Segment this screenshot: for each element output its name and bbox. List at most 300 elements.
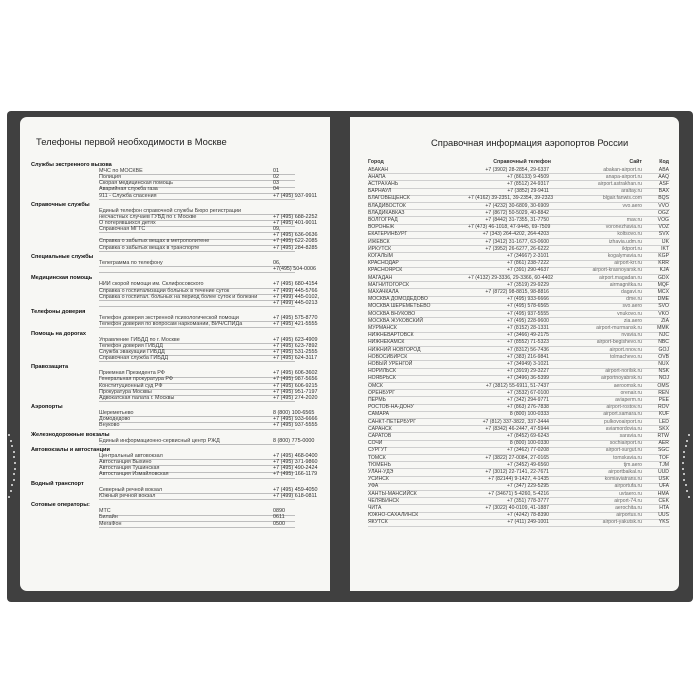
binding-hole xyxy=(683,456,685,458)
entry-number: 03 xyxy=(273,180,279,187)
binding-hole xyxy=(10,490,12,492)
airport-row xyxy=(350,447,679,453)
entry-number: 06, xyxy=(273,259,281,266)
entry-number: +7 (499) 445-5766 xyxy=(273,287,318,294)
airport-phone: 8 (800) 100-0330 xyxy=(509,440,549,447)
column-header-phone: Справочный телефон xyxy=(493,159,551,165)
airport-row xyxy=(350,411,679,417)
airport-city: МОСКВА ДОМОДЕДОВО xyxy=(368,296,428,303)
airport-city: КРАСНОДАР xyxy=(368,260,399,267)
airport-phone: +7 (86133) 9-4509 xyxy=(506,173,549,180)
airport-city: СОЧИ xyxy=(368,440,383,447)
airport-code: AER xyxy=(658,440,669,447)
binding-hole xyxy=(683,473,685,475)
entry-number: +7 (499) 618-0811 xyxy=(273,492,318,499)
airport-city: ЧИТА xyxy=(368,504,382,511)
airport-city: КРАСНОЯРСК xyxy=(368,267,403,274)
airport-site: airport-murmansk.ru xyxy=(596,324,642,331)
airport-code: VVO xyxy=(658,202,669,209)
binding-hole xyxy=(682,468,684,470)
entry-number: 02 xyxy=(273,174,279,181)
airport-code: MQF xyxy=(657,281,669,288)
airport-code: BAX xyxy=(658,188,669,195)
row-divider xyxy=(99,478,295,479)
airport-phone: +7 (3022) 40-0109, 41-1887 xyxy=(485,504,549,511)
entry-number: +7 (495) 284-8285 xyxy=(273,244,318,251)
entry-label: Справка о забытых вещах в транспорте xyxy=(99,244,200,251)
airport-site: airport-norilsk.ru xyxy=(605,368,642,375)
binding-hole xyxy=(682,462,684,464)
entry-label: Шереметьево xyxy=(99,410,134,417)
airport-city: ЯКУТСК xyxy=(368,519,388,526)
entry-number: +7 (495) 531-2555 xyxy=(273,348,318,355)
airport-site: airport-krr.ru xyxy=(614,260,642,267)
airport-phone: +7 (3822) 27-0084, 27-0165 xyxy=(485,454,549,461)
airport-city: САРАНСК xyxy=(368,425,392,432)
entry-label: Справка о госпитализации больных в течение суток xyxy=(99,287,230,294)
airport-code: GDX xyxy=(657,274,669,281)
binding-hole xyxy=(8,434,10,436)
airport-site: koltsovo.ru xyxy=(617,231,642,238)
entry-label: Адвокатская палата г. Москвы xyxy=(99,394,175,401)
airport-row xyxy=(350,339,679,345)
row-divider xyxy=(99,327,295,328)
airport-phone: +7 (8312) 56-7436 xyxy=(506,346,549,353)
entry-number: +7 (495) 688-2252 xyxy=(273,214,318,220)
airport-site: tomskavia.ru xyxy=(613,454,642,461)
row-divider xyxy=(99,272,295,273)
entry-number: +7 (495) 606-3602 xyxy=(273,370,318,377)
row-divider xyxy=(99,199,295,200)
airport-city: ПЕРМЬ xyxy=(368,396,386,403)
entry-label: МЧС по МОСКВЕ xyxy=(99,168,143,175)
airport-row xyxy=(350,383,679,389)
airport-row xyxy=(350,195,679,201)
airport-code: REN xyxy=(658,389,669,396)
airport-code: NJC xyxy=(659,332,669,339)
binding-hole xyxy=(13,456,15,458)
airport-row xyxy=(350,282,679,288)
airport-phone: +7 (473) 46-1018, 47-9445, 69-7509 xyxy=(468,224,551,231)
airport-city: НОВОСИБИРСК xyxy=(368,353,408,360)
airport-code: SVO xyxy=(658,303,669,310)
airport-row xyxy=(350,260,679,266)
entry-label: Конституционный суд РФ xyxy=(99,382,163,389)
airport-code: GOJ xyxy=(658,346,669,353)
airport-code: AAQ xyxy=(658,173,669,180)
entry-label: Служба эвакуации ГИБДД xyxy=(99,348,165,355)
entry-label: Аварийная служба газа xyxy=(99,186,158,193)
row-divider xyxy=(99,444,295,445)
entry-number: +7 (495) 937-9911 xyxy=(273,192,318,199)
row-divider xyxy=(99,361,295,362)
entry-number: +7 (495) 459-4050 xyxy=(273,486,318,493)
airport-code: TJM xyxy=(659,461,669,468)
airport-city: ЧЕЛЯБИНСК xyxy=(368,497,400,504)
airport-site: zia.aero xyxy=(623,317,642,324)
airport-site: mav.ru xyxy=(626,216,642,223)
entry-number: +7(495) 504-0006 xyxy=(273,266,317,272)
entry-number: +7 (495) 274-2020 xyxy=(273,394,318,401)
airport-code: VKO xyxy=(658,310,669,317)
entry-label: несчастных случаев ГУВД по г. Москве xyxy=(99,214,197,220)
entry-label: Внуково xyxy=(99,422,120,429)
entry-number: +7 (499) 445-0213 xyxy=(273,299,318,306)
airport-row xyxy=(350,174,679,180)
entry-label: Телефон доверия ГИБДД xyxy=(99,342,163,349)
airport-site: airport-74.ru xyxy=(614,497,642,504)
book-spine xyxy=(330,111,350,602)
row-divider xyxy=(99,429,295,430)
airport-row xyxy=(350,325,679,331)
airport-city: ОМСК xyxy=(368,382,383,389)
airport-row xyxy=(350,167,679,173)
airport-city: НОВЫЙ УРЕНГОЙ xyxy=(368,360,413,367)
airport-code: KRR xyxy=(658,260,669,267)
airport-city: ХАНТЫ-МАНСИЙСК xyxy=(368,490,417,497)
airport-city: НИЖНЕВАРТОВСК xyxy=(368,332,414,339)
airport-phone: +7 (4132) 29-3336, 29-3366, 60-4402 xyxy=(468,274,554,281)
airport-row xyxy=(350,476,679,482)
airport-row xyxy=(350,491,679,497)
binding-hole xyxy=(13,473,15,475)
binding-hole xyxy=(683,479,685,481)
airport-row xyxy=(350,440,679,446)
airport-city: ИРКУТСК xyxy=(368,245,392,252)
airport-row xyxy=(350,347,679,353)
binding-hole xyxy=(683,451,685,453)
airport-site: tjm.aero xyxy=(623,461,642,468)
airport-phone: +7 (8672) 50-5029, 40-8842 xyxy=(485,209,549,216)
airport-code: KUF xyxy=(658,411,669,418)
airport-city: ЮЖНО-САХАЛИНСК xyxy=(368,512,419,519)
airport-phone: +7 (3012) 22-7141, 22-7671 xyxy=(485,468,549,475)
airport-phone: +7 (863) 276-7838 xyxy=(506,404,549,411)
entry-label: Справка о забытых вещах в метрополитене xyxy=(99,238,210,245)
column-header-city: Город xyxy=(368,159,384,165)
section-heading-label: Помощь на дорогах xyxy=(31,330,86,337)
airport-phone: +7 (3462) 77-0208 xyxy=(506,447,549,454)
airport-code: NSK xyxy=(658,368,669,375)
airport-city: НОЯБРЬСК xyxy=(368,375,396,382)
airport-city: ТОМСК xyxy=(368,454,386,461)
airport-site: airport-surgut.ru xyxy=(605,447,642,454)
airport-site: airport-rostov.ru xyxy=(606,404,642,411)
airport-site: saravia.ru xyxy=(619,432,642,439)
airport-code: SGC xyxy=(657,447,669,454)
airport-site: airport.nnov.ru xyxy=(609,346,642,353)
entry-label: Телефон доверия экстренной психологической помощи xyxy=(99,315,239,322)
airport-phone: +7 (343) 264-4202, 264-4203 xyxy=(482,231,549,238)
airport-site: aviaperm.ru xyxy=(615,396,642,403)
airport-row xyxy=(350,311,679,317)
airport-site: izhavia.udm.ru xyxy=(608,238,642,245)
airport-row xyxy=(350,397,679,403)
section-heading-label: Телефоны доверия xyxy=(31,309,86,315)
airport-city: ВОРОНЕЖ xyxy=(368,224,395,231)
entry-label: Автостанция Тушинская xyxy=(99,465,160,472)
airport-city: МОСКВА ШЕРЕМЕТЬЕВО xyxy=(368,303,431,310)
airport-code: ZIA xyxy=(661,317,669,324)
entry-number: +7 (495) 401-9011 xyxy=(273,220,318,227)
airport-site: dme.ru xyxy=(626,296,642,303)
airport-row xyxy=(350,289,679,295)
airport-city: САМАРА xyxy=(368,411,390,418)
airport-site: iktport.ru xyxy=(622,245,642,252)
airport-row xyxy=(350,181,679,187)
binding-hole xyxy=(13,451,15,453)
row-divider xyxy=(99,251,295,252)
entry-label: Генеральная прокуратура РФ xyxy=(99,376,174,383)
airport-city: ИЖЕВСК xyxy=(368,238,390,245)
airport-city: РОСТОВ-НА-ДОНУ xyxy=(368,404,414,411)
airport-code: BQS xyxy=(658,195,669,202)
entry-label: Южный речной вокзал xyxy=(99,492,156,499)
airport-city: АСТРАХАНЬ xyxy=(368,180,399,187)
airport-phone: +7 (34667) 2-3101 xyxy=(506,252,549,259)
airport-site: airport-begishevo.ru xyxy=(596,339,642,346)
entry-number: +7 (495) 937-5555 xyxy=(273,422,318,429)
airport-phone: +7 (812) 337-3822, 337-3444 xyxy=(482,418,549,425)
airport-code: NBC xyxy=(658,339,669,346)
airport-site: voronezhavia.ru xyxy=(605,224,642,231)
airport-site: dagavi.ru xyxy=(621,288,642,295)
airport-code: MMK xyxy=(657,324,669,331)
airport-site: blgair.fanwis.com xyxy=(602,195,642,202)
entry-number: +7 (495) 680-4154 xyxy=(273,281,318,288)
section-heading-label: Специальные службы xyxy=(31,253,94,260)
airport-phone: +7 (4232) 30-6809, 30-6909 xyxy=(485,202,549,209)
airport-code: KGP xyxy=(658,252,669,259)
section-heading-label: Железнодорожные вокзалы xyxy=(31,431,110,438)
airport-row xyxy=(350,469,679,475)
airport-city: МАГНИТОГОРСК xyxy=(368,281,410,288)
airport-city: АБАКАН xyxy=(368,166,389,173)
entry-number: 0890 xyxy=(273,508,285,515)
airport-city: МАХАЧКАЛА xyxy=(368,288,399,295)
airport-site: airport.samara.ru xyxy=(603,411,642,418)
airport-phone: +7 (3412) 31-1677, 63-0600 xyxy=(485,238,549,245)
airport-row xyxy=(350,217,679,223)
page-title: Справочная информация аэропортов России xyxy=(431,137,629,148)
section-heading-label: Справочные службы xyxy=(31,201,90,208)
airport-phone: +7 (8342) 46-2447, 47-5944 xyxy=(485,425,549,432)
airport-code: SKX xyxy=(658,425,669,432)
airport-row xyxy=(350,239,679,245)
entry-number: +7 (495) 606-9215 xyxy=(273,382,318,389)
row-divider xyxy=(99,401,295,402)
airport-phone: +7 (3452) 49-6560 xyxy=(506,461,549,468)
entry-label: Домодедово xyxy=(99,416,131,423)
airport-row xyxy=(350,390,679,396)
airport-phone: +7 (495) 933-6666 xyxy=(506,296,549,303)
binding-hole xyxy=(688,434,690,436)
entry-number: 0500 xyxy=(273,520,285,527)
entry-number: +7 (495) 987-5656 xyxy=(273,376,318,383)
entry-label: Справочная МГТС xyxy=(99,226,146,233)
airport-code: ASF xyxy=(659,180,669,187)
airport-site: araltay.ru xyxy=(621,188,642,195)
entry-label: Единый телефон справочной службы Бюро регистрации xyxy=(99,207,242,214)
airport-phone: +7 (411) 249-1001 xyxy=(507,519,549,526)
airport-city: МУРМАНСК xyxy=(368,324,397,331)
airport-site: uvtaero.ru xyxy=(619,490,642,497)
airport-phone: +7 (383) 216-9841 xyxy=(506,353,549,360)
airport-row xyxy=(350,246,679,252)
binding-hole xyxy=(14,462,16,464)
airport-code: HMA xyxy=(657,490,669,497)
entry-number: 8 (800) 775-0000 xyxy=(273,437,315,444)
entry-number: +7 (495) 490-2424 xyxy=(273,465,318,472)
airport-city: УФА xyxy=(368,483,379,490)
airport-code: VOZ xyxy=(658,224,669,231)
airport-phone: +7 (3852) 29-9411 xyxy=(507,188,549,195)
row-divider xyxy=(99,499,295,500)
binding-holes-right xyxy=(680,434,694,504)
airport-city: ТЮМЕНЬ xyxy=(368,461,391,468)
binding-hole xyxy=(14,468,16,470)
airport-row xyxy=(350,332,679,338)
section-heading-label: Водный транспорт xyxy=(31,480,84,487)
entry-number: +7 (495) 636-0636 xyxy=(273,232,318,239)
binding-hole xyxy=(685,445,687,447)
entry-label: Полиция xyxy=(99,174,121,181)
airport-phone: +7 (495) 228-9600 xyxy=(506,317,549,324)
airport-code: LED xyxy=(659,418,669,425)
airport-row xyxy=(350,426,679,432)
binding-hole xyxy=(686,490,688,492)
airport-row xyxy=(350,231,679,237)
entry-label: 911 - Служба спасения xyxy=(99,192,157,199)
entry-label: Единый информационно-сервисный центр РЖД xyxy=(99,437,220,444)
airport-code: NOJ xyxy=(658,375,669,382)
airport-row xyxy=(350,404,679,410)
binding-hole xyxy=(11,445,13,447)
airport-phone: +7 (3952) 26-6277, 26-6222 xyxy=(485,245,549,252)
entry-label: НИИ скорой помощи им. Склифосовского xyxy=(99,281,204,288)
airport-phone: +7 (8722) 98-8815, 98-8816 xyxy=(485,288,549,295)
airport-site: airmagnitka.ru xyxy=(609,281,642,288)
binding-hole xyxy=(688,496,690,498)
airport-code: OVB xyxy=(658,353,669,360)
airport-phone: +7 (3902) 28-2854, 29-6337 xyxy=(485,166,549,173)
airport-city: АНАПА xyxy=(368,173,386,180)
airport-row xyxy=(350,519,679,525)
airport-code: UFA xyxy=(659,483,669,490)
entry-label: О потерявшихся детях xyxy=(99,220,156,227)
page-title: Телефоны первой необходимости в Москве xyxy=(36,136,227,147)
airport-row xyxy=(350,483,679,489)
airport-code: MCX xyxy=(657,288,669,295)
airport-code: TOF xyxy=(658,454,669,461)
airport-row xyxy=(350,318,679,324)
section-heading-label: Медицинская помощь xyxy=(31,275,93,282)
entry-number: +7 (499) 445-0102, xyxy=(273,293,320,300)
airport-city: НОРИЛЬСК xyxy=(368,368,396,375)
airport-row xyxy=(350,419,679,425)
airport-city: САНКТ-ПЕТЕРБУРГ xyxy=(368,418,416,425)
airport-site: nvavia.ru xyxy=(621,332,642,339)
airport-city: МОСКВА ВНУКОВО xyxy=(368,310,416,317)
airport-city: УЛАН-УДЭ xyxy=(368,468,394,475)
airport-site: svo.aero xyxy=(622,303,642,310)
airport-site: komiaviatrans.ru xyxy=(604,476,642,483)
airport-code: UUD xyxy=(657,468,669,475)
airport-site: pulkovoairport.ru xyxy=(604,418,642,425)
airport-row xyxy=(350,267,679,273)
entry-number: 04 xyxy=(273,186,279,193)
row-divider xyxy=(99,527,295,528)
binding-hole xyxy=(8,496,10,498)
airport-code: OMS xyxy=(657,382,669,389)
airport-code: USK xyxy=(658,476,669,483)
airport-code: ROV xyxy=(657,404,669,411)
entry-number: +7 (495) 421-5555 xyxy=(273,321,318,328)
airport-site: airport.astrakhan.ru xyxy=(597,180,642,187)
airport-city: САРАТОВ xyxy=(368,432,392,439)
airport-phone: +7 (34671) 5-4260, 5-4216 xyxy=(488,490,549,497)
airport-phone: +7 (82144) 9-1427, 4-1435 xyxy=(488,476,549,483)
airport-phone: +7 (3532) 67-0100 xyxy=(506,389,549,396)
airport-code: YKS xyxy=(658,519,669,526)
row-divider xyxy=(99,306,295,307)
airport-city: ЕКАТЕРИНБУРГ xyxy=(368,231,408,238)
airport-phone: +7 (8552) 71-5323 xyxy=(506,339,549,346)
binding-hole xyxy=(685,484,687,486)
airport-row xyxy=(350,253,679,259)
airport-code: DME xyxy=(657,296,669,303)
airport-city: НИЖНЕКАМСК xyxy=(368,339,405,346)
airport-site: aerochita.ru xyxy=(615,504,642,511)
airport-site: sochiairport.ru xyxy=(609,440,642,447)
airport-row xyxy=(350,303,679,309)
airport-code: RTW xyxy=(657,432,669,439)
entry-number: +7 (495) 623-7892 xyxy=(273,342,318,349)
airport-site: airport-krasnoyarsk.ru xyxy=(592,267,642,274)
binding-hole xyxy=(10,440,12,442)
airport-city: ВЛАДИКАВКАЗ xyxy=(368,209,405,216)
airport-phone: +7 (8152) 28-1331 xyxy=(506,324,549,331)
airport-city: БАРНАУЛ xyxy=(368,188,392,195)
airport-site: airportbaikal.ru xyxy=(608,468,642,475)
airport-phone: +7 (4242) 78-8390 xyxy=(506,512,549,519)
binding-hole xyxy=(11,484,13,486)
airport-site: vnukovo.ru xyxy=(617,310,642,317)
entry-label: Телеграмма по телефону xyxy=(99,259,163,266)
entry-label: Центральный автовокзал xyxy=(99,453,163,460)
airport-code: CEK xyxy=(658,497,669,504)
binding-hole xyxy=(686,440,688,442)
airport-row xyxy=(350,368,679,374)
airport-phone: +7 (347) 229-5295 xyxy=(506,483,549,490)
airport-phone: +7 (3812) 55-6911, 51-7437 xyxy=(485,382,549,389)
binding-holes-left xyxy=(6,434,20,504)
column-header-site: Сайт xyxy=(629,159,642,165)
airport-city: БЛАГОВЕЩЕНСК xyxy=(368,195,410,202)
airport-city: МОСКВА ЖУКОВСКИЙ xyxy=(368,317,424,324)
section-heading-label: Автовокзалы и автостанции xyxy=(31,447,110,453)
entry-number: +7 (495) 575-8770 xyxy=(273,315,318,322)
airport-phone: +7 (3919) 29-3227 xyxy=(506,368,549,375)
airport-row xyxy=(350,462,679,468)
entry-label: Прокуратура Москвы xyxy=(99,388,152,395)
entry-label: Приемная Президента РФ xyxy=(99,370,165,377)
airport-code: IKT xyxy=(661,245,669,252)
entry-number: +7 (495) 624-3117 xyxy=(273,354,318,361)
airport-site: abakan-airport.ru xyxy=(603,166,642,173)
airport-phone: +7 (861) 238-7222 xyxy=(506,260,549,267)
airport-row xyxy=(350,512,679,518)
